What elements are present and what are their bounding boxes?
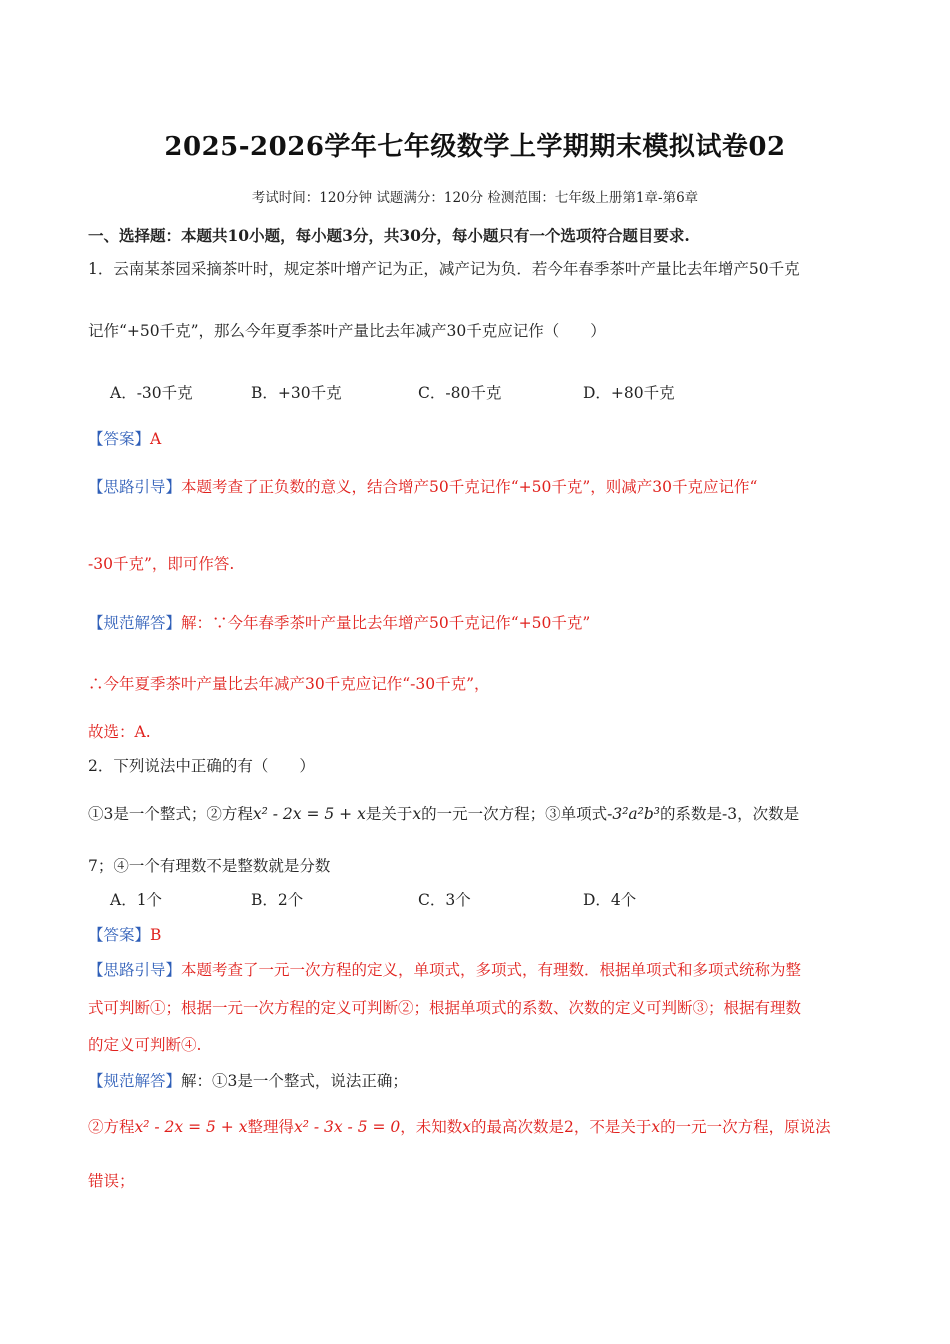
q1-option-c: C．-80千克 <box>418 384 502 402</box>
answer-tag: 【答案】 <box>88 430 151 448</box>
q1-option-a: A．-30千克 <box>110 384 193 402</box>
q2-guide-line2: 式可判断①；根据一元一次方程的定义可判断②；根据单项式的系数、次数的定义可判断③；根据有理数 <box>88 999 802 1017</box>
q1-stem-line2: 记作“+50千克”，那么今年夏季茶叶产量比去年减产30千克应记作（ ） <box>88 322 606 340</box>
q2-stem-line1: 2．下列说法中正确的有（ ） <box>88 757 315 775</box>
guide-text: 本题考查了正负数的意义，结合增产50千克记作“+50千克”，则减产30千克应记作“ <box>181 478 758 496</box>
q2-stem-line3: 7；④一个有理数不是整数就是分数 <box>88 857 331 875</box>
q2-text-d: 的系数是 <box>660 805 723 823</box>
exam-info: 考试时间：120分钟 试题满分：120分 检测范围：七年级上册第1章-第6章 <box>251 190 699 206</box>
q2-text-c: 的一元一次方程；③单项式 <box>421 805 608 823</box>
q2-solution-line2 <box>88 1117 831 1137</box>
section-heading: 一、选择题：本题共10小题，每小题3分，共30分，每小题只有一个选项符合题目要求. <box>88 226 690 245</box>
q1-answer <box>88 429 161 449</box>
page-title: 2025-2026学年七年级数学上学期期末模拟试卷02 <box>164 132 786 162</box>
q2-answer <box>88 925 161 945</box>
q2-solution-line3: 错误； <box>88 1172 135 1190</box>
monomial: -3²a²b³ <box>607 805 660 823</box>
q2-solution-line1 <box>88 1071 408 1091</box>
variable-x: x <box>462 1118 472 1136</box>
variable-x: x <box>412 805 422 823</box>
guide-text: 本题考查了一元一次方程的定义，单项式，多项式，有理数．根据单项式和多项式统称为整 <box>181 961 802 979</box>
q2-guide-line1 <box>88 960 801 980</box>
guide-tag: 【思路引导】 <box>88 478 182 496</box>
q1-solution-line3: 故选：A. <box>88 723 151 741</box>
q1-solution-line1 <box>88 613 590 633</box>
sol-text-d: 的最高次数是2，不是关于 <box>471 1118 652 1136</box>
q2-text-a: ①3是一个整式；②方程 <box>88 805 253 823</box>
q1-option-d: D．+80千克 <box>583 384 675 402</box>
sol-text-b: 整理得 <box>247 1118 294 1136</box>
q1-guide-line2: -30千克”，即可作答. <box>88 555 235 573</box>
q1-guide-line1 <box>88 477 757 497</box>
q1-option-b: B．+30千克 <box>251 384 342 402</box>
q2-option-d: D．4个 <box>583 891 637 909</box>
sol-text-a: ②方程 <box>88 1118 135 1136</box>
guide-tag: 【思路引导】 <box>88 961 182 979</box>
q2-option-b: B．2个 <box>251 891 304 909</box>
q2-stem-line2 <box>88 804 799 824</box>
q1-stem-line1: 1．云南某茶园采摘茶叶时，规定茶叶增产记为正，减产记为负．若今年春季茶叶产量比去年增产50千克 <box>88 260 800 278</box>
solution-text: 解：①3是一个整式，说法正确； <box>181 1072 408 1090</box>
q1-solution-line2: ∴今年夏季茶叶产量比去年减产30千克应记作“-30千克”， <box>88 675 490 693</box>
answer-value: B <box>150 926 162 944</box>
sol-text-e: 的一元一次方程，原说法 <box>660 1118 831 1136</box>
q2-option-a: A．1个 <box>110 891 163 909</box>
q2-option-c: C．3个 <box>418 891 471 909</box>
solution-tag: 【规范解答】 <box>88 1072 182 1090</box>
answer-tag: 【答案】 <box>88 926 151 944</box>
equation-2: x² - 3x - 5 = 0 <box>293 1118 401 1136</box>
solution-tag: 【规范解答】 <box>88 614 182 632</box>
q2-guide-line3: 的定义可判断④. <box>88 1036 202 1054</box>
solution-text: 解：∵今年春季茶叶产量比去年增产50千克记作“+50千克” <box>181 614 591 632</box>
q2-text-e: ，次数是 <box>737 805 800 823</box>
answer-value: A <box>150 430 162 448</box>
q2-text-b: 是关于 <box>365 805 413 823</box>
sol-text-c: ，未知数 <box>400 1118 463 1136</box>
variable-x-2: x <box>651 1118 661 1136</box>
equation-1: x² - 2x = 5 + x <box>134 1118 248 1136</box>
coefficient: -3 <box>722 805 738 823</box>
equation-1: x² - 2x = 5 + x <box>252 805 366 823</box>
